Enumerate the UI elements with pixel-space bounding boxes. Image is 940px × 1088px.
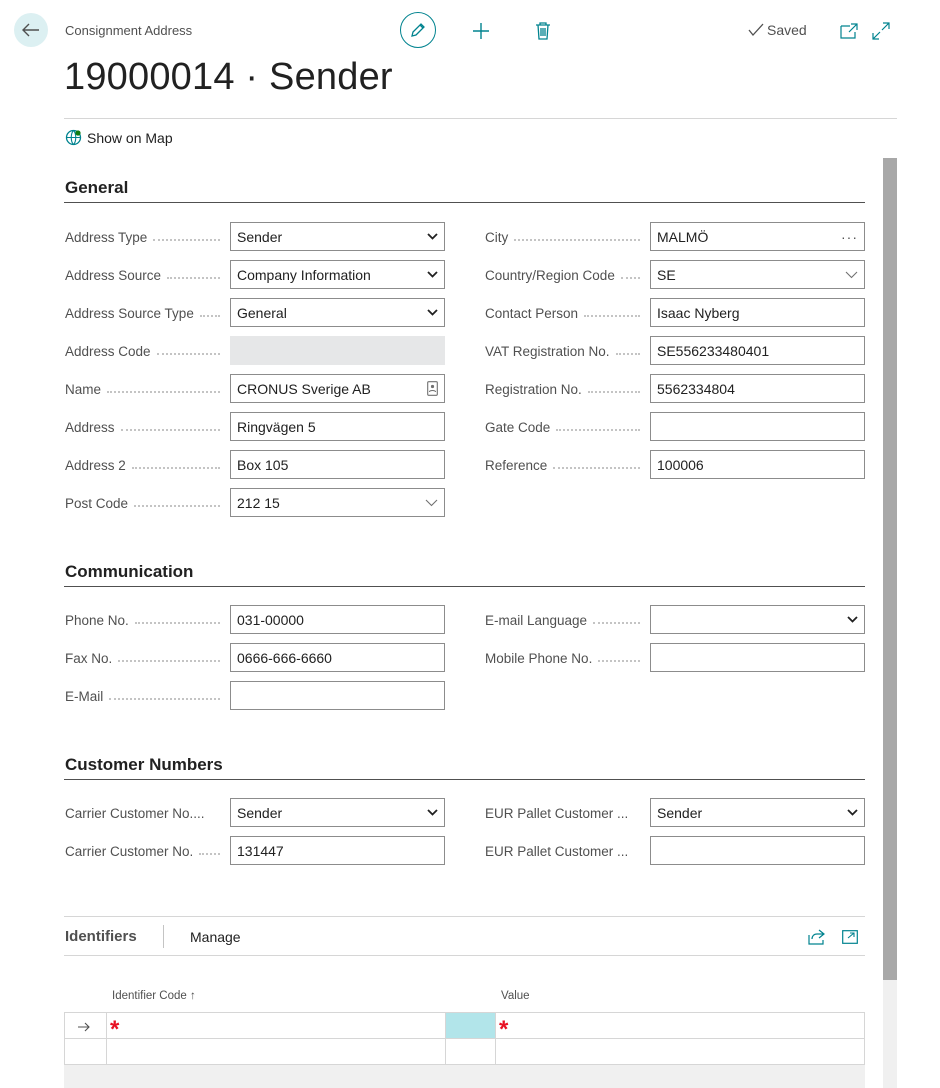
email-label: E-Mail — [65, 682, 220, 710]
value-column-header[interactable]: Value — [501, 990, 530, 1002]
gate-code-label: Gate Code — [485, 413, 640, 441]
chevron-down-icon[interactable] — [845, 271, 858, 279]
name-label: Name — [65, 375, 220, 403]
carrier-customer-no-source-select[interactable]: Sender — [230, 798, 445, 827]
contact-person-field[interactable]: Isaac Nyberg — [650, 298, 865, 327]
mobile-phone-no-field[interactable] — [650, 643, 865, 672]
grid-col-line — [64, 1012, 65, 1064]
grid-col-line — [864, 1012, 865, 1064]
show-on-map-action[interactable] — [65, 129, 173, 146]
identifiers-title[interactable]: Identifiers — [65, 928, 137, 945]
expand-icon — [872, 22, 890, 40]
reference-field[interactable]: 100006 — [650, 450, 865, 479]
customer-numbers-section-title[interactable]: Customer Numbers — [65, 755, 223, 774]
assist-edit-icon[interactable]: ··· — [841, 228, 858, 245]
email-field[interactable] — [230, 681, 445, 710]
scrollbar-thumb[interactable] — [883, 158, 897, 980]
fax-no-field[interactable]: 0666-666-6660 — [230, 643, 445, 672]
eur-pallet-customer-no-label: EUR Pallet Customer ... — [485, 843, 629, 859]
eur-pallet-customer-no-field[interactable] — [650, 836, 865, 865]
header-divider — [64, 118, 897, 119]
focused-cell[interactable] — [446, 1013, 495, 1038]
open-new-window-icon — [840, 23, 858, 39]
manage-action[interactable]: Manage — [190, 929, 241, 945]
edit-button[interactable] — [400, 12, 436, 48]
phone-no-field[interactable]: 031-00000 — [230, 605, 445, 634]
post-code-label: Post Code — [65, 489, 220, 517]
country-region-code-label: Country/Region Code — [485, 261, 640, 289]
grid-empty-area — [64, 1065, 865, 1088]
country-region-code-field[interactable]: SE — [650, 260, 865, 289]
registration-no-field[interactable]: 5562334804 — [650, 374, 865, 403]
address-source-type-select[interactable]: General — [230, 298, 445, 327]
vat-registration-no-label: VAT Registration No. — [485, 337, 640, 365]
communication-section-title[interactable]: Communication — [65, 562, 194, 581]
pencil-icon — [409, 21, 427, 39]
carrier-customer-no-field[interactable]: 131447 — [230, 836, 445, 865]
contact-person-label: Contact Person — [485, 299, 640, 327]
row-indicator-arrow-icon — [77, 1019, 91, 1035]
post-code-field[interactable]: 212 15 — [230, 488, 445, 517]
address-code-field — [230, 336, 445, 365]
city-label: City — [485, 223, 640, 251]
address-2-label: Address 2 — [65, 451, 220, 479]
share-icon — [808, 929, 826, 945]
arrow-left-icon — [22, 23, 40, 37]
add-button[interactable] — [468, 18, 494, 44]
chevron-down-icon — [847, 616, 858, 623]
address-source-type-label: Address Source Type — [65, 299, 220, 327]
phone-no-label: Phone No. — [65, 606, 220, 634]
carrier-customer-no-source-label: Carrier Customer No.... — [65, 805, 205, 821]
focus-mode-icon — [842, 930, 858, 944]
address-type-label: Address Type — [65, 223, 220, 251]
contact-card-icon[interactable] — [427, 381, 438, 396]
general-section-title[interactable]: General — [65, 178, 129, 197]
communication-section-divider — [64, 586, 865, 587]
page-title: 19000014 · Sender — [64, 56, 393, 98]
address-type-select[interactable]: Sender — [230, 222, 445, 251]
back-button[interactable] — [14, 13, 48, 47]
chevron-down-icon — [427, 309, 438, 316]
chevron-down-icon[interactable] — [425, 499, 438, 507]
email-language-select[interactable] — [650, 605, 865, 634]
chevron-down-icon — [427, 809, 438, 816]
identifiers-top-divider — [64, 916, 865, 917]
trash-icon — [535, 22, 551, 40]
open-new-window-button[interactable] — [838, 20, 860, 42]
show-on-map-label: Show on Map — [87, 129, 173, 146]
plus-icon — [472, 22, 490, 40]
grid-row-line — [64, 1038, 865, 1039]
grid-col-line — [495, 1012, 496, 1064]
expand-button[interactable] — [870, 20, 892, 42]
chevron-down-icon — [427, 233, 438, 240]
delete-button[interactable] — [530, 18, 556, 44]
check-icon — [748, 23, 764, 37]
identifiers-bottom-divider — [64, 955, 865, 956]
general-section-divider — [64, 202, 865, 203]
focus-mode-button[interactable] — [840, 927, 860, 947]
address-field[interactable]: Ringvägen 5 — [230, 412, 445, 441]
vat-registration-no-field[interactable]: SE556233480401 — [650, 336, 865, 365]
customer-numbers-section-divider — [64, 779, 865, 780]
globe-icon — [65, 129, 82, 146]
address-label: Address — [65, 413, 220, 441]
eur-pallet-customer-source-select[interactable]: Sender — [650, 798, 865, 827]
chevron-down-icon — [847, 809, 858, 816]
grid-col-line — [106, 1012, 107, 1064]
registration-no-label: Registration No. — [485, 375, 640, 403]
eur-pallet-customer-source-label: EUR Pallet Customer ... — [485, 805, 629, 821]
address-2-field[interactable]: Box 105 — [230, 450, 445, 479]
name-field[interactable]: CRONUS Sverige AB — [230, 374, 445, 403]
mobile-phone-no-label: Mobile Phone No. — [485, 644, 640, 672]
breadcrumb: Consignment Address — [65, 23, 193, 38]
fax-no-label: Fax No. — [65, 644, 220, 672]
saved-status — [748, 22, 807, 38]
reference-label: Reference — [485, 451, 640, 479]
saved-label: Saved — [767, 22, 807, 38]
value-required-marker[interactable]: * — [499, 1016, 509, 1043]
address-source-label: Address Source — [65, 261, 220, 289]
identifier-code-column-header[interactable]: Identifier Code ↑ — [112, 990, 196, 1002]
city-field[interactable]: MALMÖ ··· — [650, 222, 865, 251]
identifier-code-required-marker[interactable]: * — [110, 1016, 120, 1043]
email-language-label: E-mail Language — [485, 606, 640, 634]
identifiers-separator — [163, 925, 164, 948]
gate-code-field[interactable] — [650, 412, 865, 441]
share-button[interactable] — [807, 927, 827, 947]
chevron-down-icon — [427, 271, 438, 278]
carrier-customer-no-label: Carrier Customer No. — [65, 837, 220, 865]
address-source-select[interactable]: Company Information — [230, 260, 445, 289]
address-code-label: Address Code — [65, 337, 220, 365]
